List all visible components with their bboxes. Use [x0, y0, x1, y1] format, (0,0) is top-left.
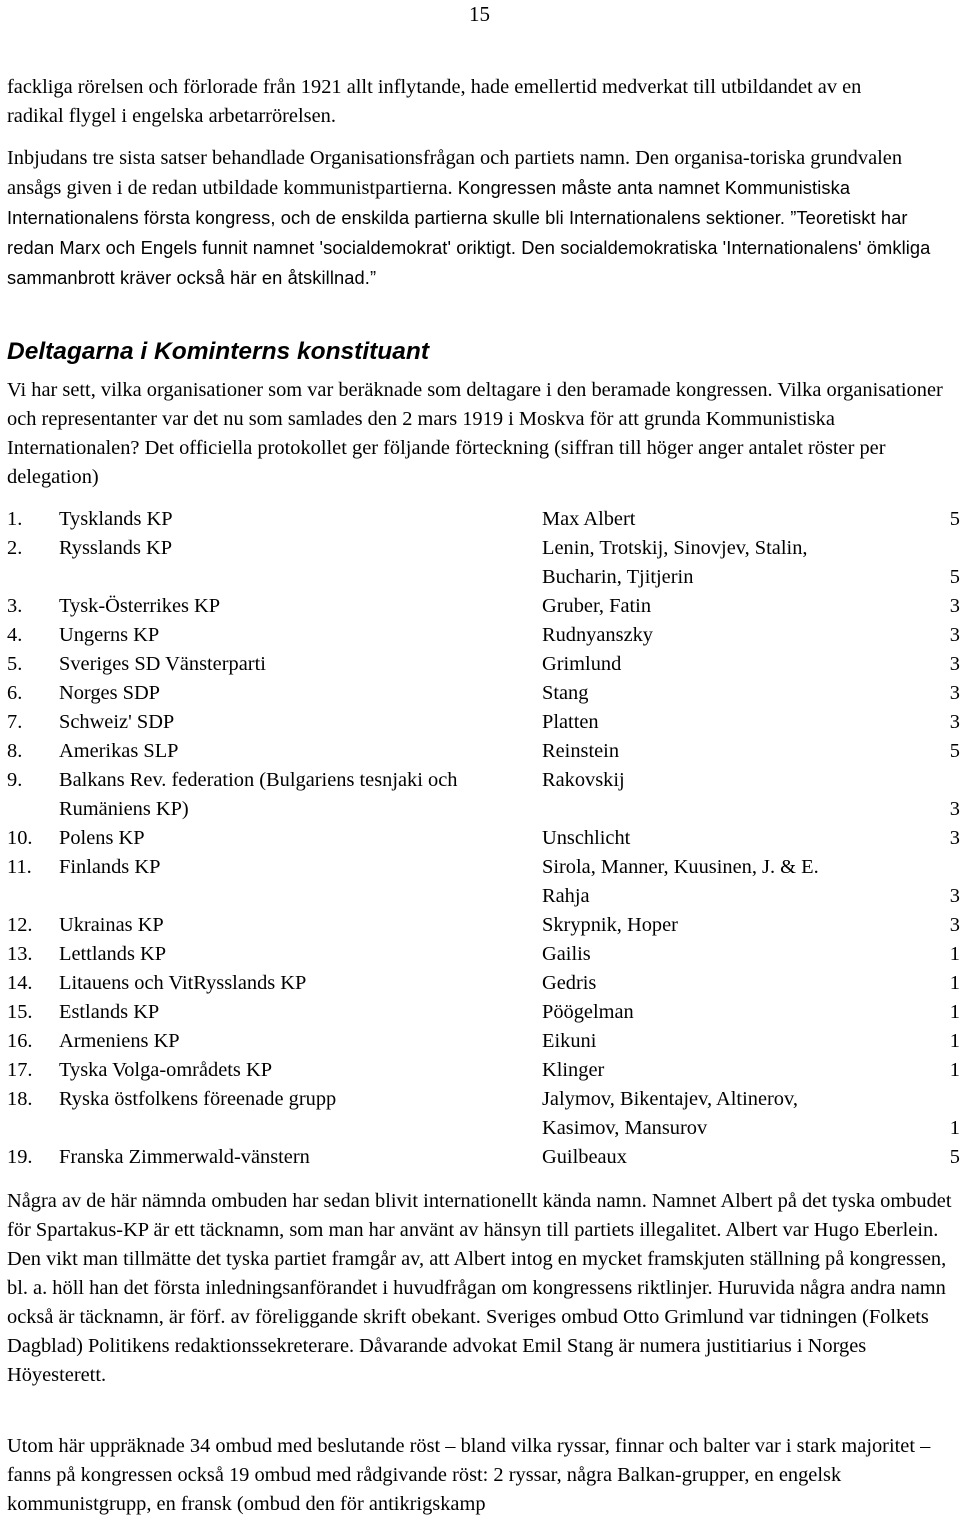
- delegate-line: Gruber, Fatin: [542, 595, 652, 617]
- delegation-votes: 1: [949, 943, 960, 965]
- delegation-votes: 1: [949, 1059, 960, 1081]
- delegation-row: [7, 621, 960, 650]
- delegation-list: [7, 505, 960, 1172]
- delegation-delegates: [542, 1085, 922, 1143]
- delegation-party: Balkans Rev. federation (Bulgariens tesnjaki och Rumäniens KP): [59, 769, 458, 820]
- delegation-votes: 3: [949, 827, 960, 849]
- delegation-delegates: [542, 766, 922, 795]
- delegate-line: Guilbeaux: [542, 1146, 627, 1168]
- delegation-votes: 5: [949, 566, 960, 588]
- delegation-number: 2.: [7, 537, 23, 559]
- delegation-votes: 3: [949, 711, 960, 733]
- delegation-delegates: [542, 534, 922, 592]
- section-heading: Deltagarna i Kominterns konstituant: [7, 338, 430, 365]
- delegation-votes: 1: [949, 1030, 960, 1052]
- delegate-line: Kasimov, Mansurov: [542, 1117, 708, 1139]
- delegate-line: Bucharin, Tjitjerin: [542, 566, 694, 588]
- delegation-party: Estlands KP: [59, 1001, 160, 1023]
- section-intro: Vi har sett, vilka organisationer som var beräknade som deltagare i den beramade kongressen. Vilka organisationer och representanter var det nu som samlades den 2 mars 1919 i Moskva för att grunda Kommunistiska Internationalen? Det officiella protokollet ger följande förteckning (siffran till höger anger antalet röster per delegation): [7, 379, 943, 488]
- delegation-number: 3.: [7, 595, 23, 617]
- delegate-line: Rakovskij: [542, 769, 625, 791]
- delegation-row: [7, 766, 960, 824]
- delegation-number: 4.: [7, 624, 23, 646]
- delegation-row: [7, 1085, 960, 1143]
- delegation-party: Litauens och VitRysslands KP: [59, 972, 307, 994]
- delegation-row: [7, 1027, 960, 1056]
- delegation-row: [7, 998, 960, 1027]
- delegation-votes: 3: [949, 914, 960, 936]
- paragraph-organisation-text: Inbjudans tre sista satser behandlade Organisationsfrågan och partiets namn. Den organisa-toriska grundvalen ansågs given i de redan utbildade kommunistpartierna.: [7, 147, 903, 199]
- delegation-party: Ukrainas KP: [59, 914, 164, 936]
- delegation-row: [7, 534, 960, 592]
- delegation-delegates: [542, 1027, 922, 1056]
- delegate-line: Lenin, Trotskij, Sinovjev, Stalin,: [542, 537, 808, 559]
- delegation-number: 15.: [7, 1001, 33, 1023]
- delegate-line: Gedris: [542, 972, 597, 994]
- delegation-party: Ryska östfolkens föreenade grupp: [59, 1088, 337, 1110]
- delegation-delegates: [542, 592, 922, 621]
- delegation-row: [7, 505, 960, 534]
- delegation-number: 1.: [7, 508, 23, 530]
- delegate-line: Reinstein: [542, 740, 620, 762]
- delegation-number: 14.: [7, 972, 33, 994]
- delegation-number: 5.: [7, 653, 23, 675]
- delegation-votes: 3: [949, 885, 960, 907]
- delegation-party: Tysklands KP: [59, 508, 173, 530]
- delegation-delegates: [542, 969, 922, 998]
- delegation-votes: 1: [949, 1117, 960, 1139]
- paragraph-organisation-quote: Kongressen måste anta namnet Kommunistiska Internationalens första kongress, och de enskilda partierna skulle bli Internationalens sektioner. ”Teoretiskt har redan Marx och Engels funnit namnet 'socialdemokrat' oriktigt. Den socialdemokratiska 'Internationalens' ömkliga sammanbrott kräver också här en åtskillnad.”: [7, 177, 931, 288]
- delegation-delegates: [542, 650, 922, 679]
- delegation-number: 19.: [7, 1146, 33, 1168]
- delegation-row: [7, 911, 960, 940]
- delegate-line: Pöögelman: [542, 1001, 634, 1023]
- delegation-number: 13.: [7, 943, 33, 965]
- delegation-party: Tysk-Österrikes KP: [59, 595, 221, 617]
- delegate-line: Rahja: [542, 885, 590, 907]
- delegation-delegates: [542, 737, 922, 766]
- delegate-line: Max Albert: [542, 508, 636, 530]
- delegation-party: Lettlands KP: [59, 943, 167, 965]
- final-paragraph: Utom här uppräknade 34 ombud med beslutande röst – bland vilka ryssar, finnar och balter var i stark majoritet – fanns på kongressen också 19 ombud med rådgivande röst: 2 ryssar, några Balkan-grupper, en engelsk kommunistgrupp, en fransk (ombud den för antikrigskamp: [7, 1435, 931, 1515]
- delegation-delegates: [542, 940, 922, 969]
- delegation-votes: 1: [949, 1001, 960, 1023]
- delegation-delegates: [542, 708, 922, 737]
- delegation-votes: 3: [949, 682, 960, 704]
- delegation-votes: 3: [949, 653, 960, 675]
- delegation-row: [7, 737, 960, 766]
- delegation-row: [7, 1143, 960, 1172]
- delegation-party: Rysslands KP: [59, 537, 173, 559]
- delegation-delegates: [542, 1143, 922, 1172]
- delegation-party: Tyska Volga-områdets KP: [59, 1059, 273, 1081]
- delegation-delegates: [542, 911, 922, 940]
- delegation-votes: 1: [949, 972, 960, 994]
- delegation-delegates: [542, 679, 922, 708]
- delegation-party: Polens KP: [59, 827, 145, 849]
- delegation-votes: 3: [949, 798, 960, 820]
- delegate-line: Grimlund: [542, 653, 622, 675]
- delegation-row: [7, 592, 960, 621]
- delegate-line: Platten: [542, 711, 599, 733]
- delegate-line: Jalymov, Bikentajev, Altinerov,: [542, 1088, 798, 1110]
- delegation-number: 17.: [7, 1059, 33, 1081]
- delegate-line: Klinger: [542, 1059, 605, 1081]
- delegation-party: Finlands KP: [59, 856, 161, 878]
- delegation-party: Ungerns KP: [59, 624, 160, 646]
- delegate-line: Sirola, Manner, Kuusinen, J. & E.: [542, 856, 819, 878]
- delegation-votes: 5: [949, 508, 960, 530]
- delegation-row: [7, 940, 960, 969]
- delegation-delegates: [542, 505, 922, 534]
- delegation-delegates: [542, 824, 922, 853]
- page-number: 15: [469, 2, 490, 26]
- delegation-delegates: [542, 853, 922, 911]
- delegation-number: 18.: [7, 1088, 33, 1110]
- delegation-votes: 3: [949, 624, 960, 646]
- delegation-number: 12.: [7, 914, 33, 936]
- delegation-row: [7, 853, 960, 911]
- delegation-votes: 5: [949, 740, 960, 762]
- delegate-line: Rudnyanszky: [542, 624, 654, 646]
- delegation-number: 10.: [7, 827, 33, 849]
- delegation-row: [7, 969, 960, 998]
- intro-paragraph: fackliga rörelsen och förlorade från 1921 allt inflytande, hade emellertid medverkat till utbildandet av en radikal flygel i engelska arbetarrörelsen.: [7, 76, 862, 127]
- paragraph-after-list: Några av de här nämnda ombuden har sedan blivit internationellt kända namn. Namnet Albert på det tyska ombudet för Spartakus-KP är ett täcknamn, som man har använt av hänsyn till partiets illegalitet. Albert var Hugo Eberlein. Den vikt man tillmätte det tyska partiet framgår av, att Albert intog en mycket framskjuten ställning på kongressen, bl. a. höll han det första inledningsanförandet i huvudfrågan om kongressens riktlinjer. Huruvida några andra namn också är täcknamn, är förf. av föreliggande skrift obekant. Sveriges ombud Otto Grimlund var tidningen (Folkets Dagblad) Politikens redaktionssekreterare. Dåvarande advokat Emil Stang är numera justitiarius i Norges Höyesterett.: [7, 1190, 952, 1386]
- paragraph-organisation: [7, 144, 957, 293]
- delegation-row: [7, 824, 960, 853]
- delegation-votes: 5: [949, 1146, 960, 1168]
- delegation-number: 8.: [7, 740, 23, 762]
- delegate-line: Skrypnik, Hoper: [542, 914, 678, 936]
- delegation-delegates: [542, 998, 922, 1027]
- delegation-number: 7.: [7, 711, 23, 733]
- delegation-number: 16.: [7, 1030, 33, 1052]
- delegation-row: [7, 679, 960, 708]
- delegation-party: Amerikas SLP: [59, 740, 179, 762]
- delegation-delegates: [542, 621, 922, 650]
- delegation-number: 11.: [7, 856, 32, 878]
- delegate-line: Eikuni: [542, 1030, 597, 1052]
- delegation-votes: 3: [949, 595, 960, 617]
- delegation-number: 9.: [7, 769, 23, 791]
- delegation-row: [7, 1056, 960, 1085]
- delegation-delegates: [542, 1056, 922, 1085]
- delegation-row: [7, 650, 960, 679]
- delegate-line: Unschlicht: [542, 827, 631, 849]
- delegate-line: Gailis: [542, 943, 591, 965]
- delegation-row: [7, 708, 960, 737]
- delegation-party: Sveriges SD Vänsterparti: [59, 653, 266, 675]
- delegation-party: Schweiz' SDP: [59, 711, 175, 733]
- delegation-party: Armeniens KP: [59, 1030, 180, 1052]
- delegate-line: Stang: [542, 682, 589, 704]
- delegation-party: Norges SDP: [59, 682, 161, 704]
- delegation-number: 6.: [7, 682, 23, 704]
- delegation-party: Franska Zimmerwald-vänstern: [59, 1146, 310, 1168]
